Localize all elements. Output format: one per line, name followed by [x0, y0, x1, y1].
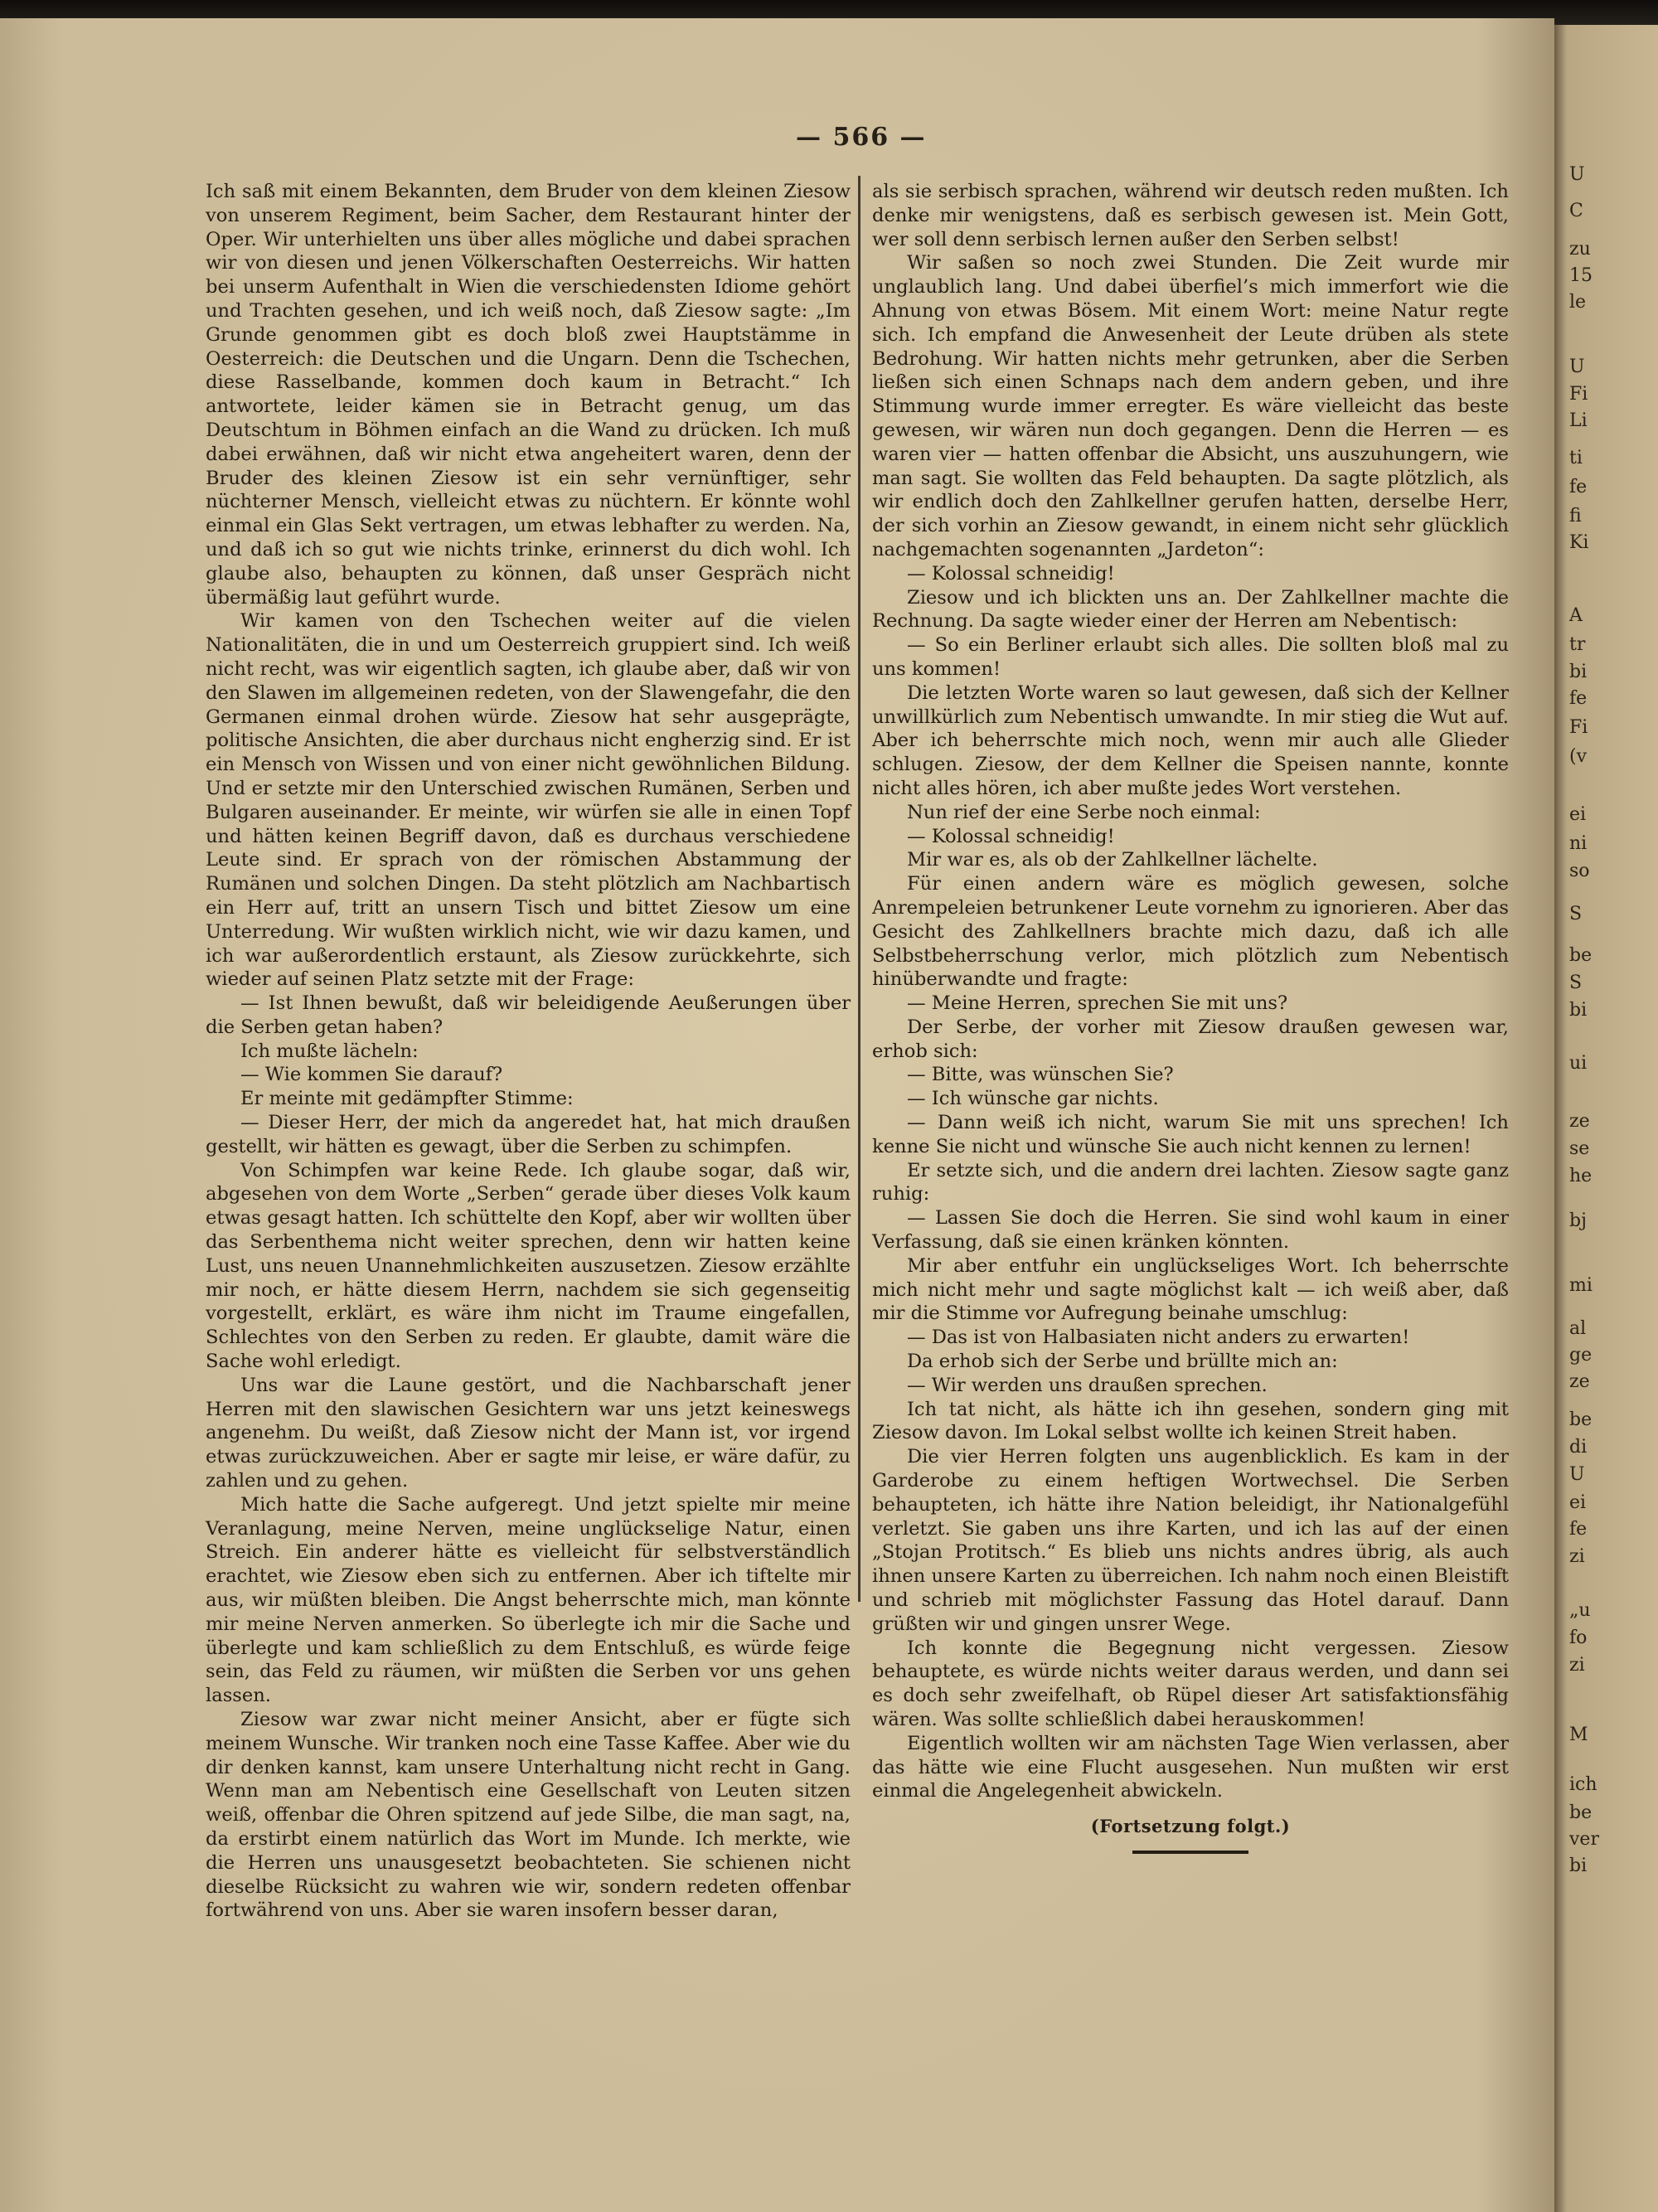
- adjacent-page-text-fragment: zu: [1569, 239, 1591, 260]
- paragraph: Mir war es, als ob der Zahlkellner lächelte.: [907, 849, 1318, 871]
- adjacent-page-text-fragment: bi: [1569, 1855, 1588, 1876]
- paragraph: — Lassen Sie doch die Herren. Sie sind wohl kaum in einer Verfassung, daß sie einen kränken könnten.: [872, 1207, 1509, 1254]
- paragraph: Er setzte sich, und die andern drei lachten. Ziesow sagte ganz ruhig:: [872, 1159, 1509, 1205]
- paragraph: Von Schimpfen war keine Rede. Ich glaube sogar, daß wir, abgesehen von dem Worte „Serben“ gerade über dieses Volk kaum etwas gesagt hatten. Ich schüttelte den Kopf, aber wir wollten über das Serbenthema nicht weiter sprechen, denn wir hatten keine Lust, uns neuen Unannehmlichkeiten auszusetzen. Ziesow erzählte mir noch, er hätte diesem Herrn, nachdem sie sich gegenseitig vorgestellt, erklärt, es wäre ihm nicht im Traume eingefallen, Schlechtes von den Serben zu reden. Er glaubte, damit wäre die Sache wohl erledigt.: [206, 1159, 851, 1373]
- paragraph: — Ist Ihnen bewußt, daß wir beleidigende Aeußerungen über die Serben getan haben?: [206, 992, 851, 1038]
- adjacent-page-text-fragment: S: [1569, 904, 1583, 924]
- adjacent-page-text-fragment: di: [1569, 1437, 1588, 1458]
- adjacent-page-text-fragment: ge: [1569, 1345, 1593, 1366]
- adjacent-page-text-fragment: mi: [1569, 1275, 1593, 1296]
- adjacent-page-text-fragment: be: [1569, 945, 1593, 966]
- adjacent-page-text-fragment: fe: [1569, 477, 1588, 497]
- paragraph: Da erhob sich der Serbe und brüllte mich an:: [907, 1351, 1338, 1373]
- adjacent-page-text-fragment: U: [1569, 357, 1585, 377]
- adjacent-page-text-fragment: be: [1569, 1409, 1593, 1430]
- paragraph: Mich hatte die Sache aufgeregt. Und jetzt spielte mir meine Veranlagung, meine Nerven, meine unglückselige Natur, einen Streich. Ein anderer hätte es vielleicht für selbstverständlich erachtet, wie Ziesow eben sich zu entfernen. Aber ich tiftelte mir aus, wir müßten bleiben. Die Angst beherrschte mich, man könnte mir meine Nerven anmerken. So überlegte ich mir die Sache und überlegte und kam schließlich zu dem Entschluß, es würde feige sein, das Feld zu räumen, wir müßten die Serben vor uns gehen lassen.: [206, 1493, 851, 1707]
- adjacent-page-text-fragment: zi: [1569, 1655, 1585, 1676]
- adjacent-page-text-fragment: ze: [1569, 1371, 1590, 1392]
- adjacent-page-text-fragment: ze: [1569, 1111, 1590, 1132]
- paragraph: — Bitte, was wünschen Sie?: [907, 1064, 1174, 1086]
- left-column: [206, 180, 851, 1923]
- adjacent-page-text-fragment: se: [1569, 1138, 1590, 1159]
- adjacent-page-text-fragment: M: [1569, 1724, 1588, 1745]
- paragraph: — Kolossal schneidig!: [907, 562, 1115, 585]
- paragraph: Die letzten Worte waren so laut gewesen, daß sich der Kellner unwillkürlich zum Nebentisch umwandte. In mir stieg die Wut auf. Aber ich beherrschte mich noch, wenn mir auch alle Glieder schlugen. Ziesow, der dem Kellner die Speisen nannte, konnte nicht alles hören, ich aber mußte jedes Wort verstehen.: [872, 682, 1509, 799]
- adjacent-page-text-fragment: Li: [1569, 410, 1588, 431]
- adjacent-page-text-fragment: ei: [1569, 1492, 1587, 1513]
- adjacent-page-text-fragment: bj: [1569, 1210, 1587, 1231]
- paragraph: Mir aber entfuhr ein unglückseliges Wort. Ich beherrschte mich nicht mehr und sagte möglichst kalt — ich weiß aber, daß mir die Stimme vor Aufregung beinahe umschlug:: [872, 1254, 1509, 1325]
- paragraph: Eigentlich wollten wir am nächsten Tage Wien verlassen, aber das hätte wie eine Flucht ausgesehen. Nun mußten wir erst einmal die Angelegenheit abwickeln.: [872, 1732, 1509, 1802]
- right-column: [872, 180, 1509, 1854]
- paragraph: — Wie kommen Sie darauf?: [240, 1064, 503, 1086]
- paragraph: Wir saßen so noch zwei Stunden. Die Zeit wurde mir unglaublich lang. Und dabei überfiel’s mich immerfort wie die Ahnung von etwas Bösem. Mit einem Wort: meine Natur regte sich. Ich empfand die Anwesenheit der Leute drüben als stete Bedrohung. Wir hatten nichts mehr getrunken, aber die Serben ließen sich einen Schnaps nach dem andern geben, und ihre Stimmung wurde immer erregter. Es wäre vielleicht das beste gewesen, wir wären nun doch gegangen. Denn die Herren — es waren vier — hatten offenbar die Absicht, uns auszuhungern, wie man sagt. Sie wollten das Feld behaupten. Da sagte plötzlich, als wir endlich doch den Zahlkellner gerufen hatten, derselbe Herr, der sich vorhin an Ziesow gewandt, in einem nicht sehr glücklich nachgemachten sogenannten „Jardeton“:: [872, 252, 1509, 560]
- paragraph: — Dann weiß ich nicht, warum Sie mit uns sprechen! Ich kenne Sie nicht und wünsche Sie auch nicht kennen zu lernen!: [872, 1112, 1509, 1157]
- paragraph: Ich mußte lächeln:: [240, 1040, 419, 1062]
- adjacent-page-text-fragment: bi: [1569, 1000, 1588, 1021]
- adjacent-page-text-fragment: U: [1569, 164, 1585, 185]
- paragraph: — Ich wünsche gar nichts.: [907, 1088, 1159, 1110]
- adjacent-page-text-fragment: A: [1569, 605, 1583, 626]
- adjacent-page-text-fragment: so: [1569, 861, 1590, 881]
- paragraph: Ziesow und ich blickten uns an. Der Zahlkellner machte die Rechnung. Da sagte wieder einer der Herren am Nebentisch:: [872, 586, 1509, 633]
- paragraph: Für einen andern wäre es möglich gewesen, solche Anrempeleien betrunkener Leute vornehm zu ignorieren. Aber das Gesicht des Zahlkellners brachte mich dazu, daß ich alle Selbstbeherrschung verlor, mich plötzlich zum Nebentisch hinüberwandte und fragte:: [872, 873, 1509, 991]
- paragraph: als sie serbisch sprachen, während wir deutsch reden mußten. Ich denke mir wenigstens, daß es serbisch gewesen ist. Mein Gott, wer soll denn serbisch lernen außer den Serben selbst!: [872, 181, 1509, 250]
- paragraph: Uns war die Laune gestört, und die Nachbarschaft jener Herren mit den slawischen Gesichtern war uns jetzt keineswegs angenehm. Du weißt, daß Ziesow nicht der Mann ist, vor irgend etwas zurückzuweichen. Aber er sagte mir leise, er wäre dafür, zu zahlen und zu gehen.: [206, 1374, 851, 1492]
- adjacent-page-edge: [1554, 25, 1658, 2212]
- paragraph: Ich tat nicht, als hätte ich ihn gesehen, sondern ging mit Ziesow davon. Im Lokal selbst wollte ich keinen Streit haben.: [872, 1398, 1509, 1444]
- adjacent-page-text-fragment: ni: [1569, 833, 1588, 854]
- adjacent-page-text-fragment: Ki: [1569, 532, 1589, 553]
- right-column-paragraphs: [872, 180, 1509, 1803]
- paragraph: — Meine Herren, sprechen Sie mit uns?: [907, 992, 1288, 1015]
- adjacent-page-text-fragment: fo: [1569, 1627, 1588, 1648]
- paragraph: Die vier Herren folgten uns augenblicklich. Es kam in der Garderobe zu einem heftigen Wortwechsel. Die Serben behaupteten, ich hätte ihre Nation beleidigt, ihr Nationalgefühl verletzt. Sie gaben uns ihre Karten, und ich las auf der einen „Stojan Protitsch.“ Es blieb uns nichts andres übrig, als auch ihnen unsere Karten zu überreichen. Ich nahm noch einen Bleistift und schrieb mit möglichster Fassung das Hotel darauf. Dann grüßten wir und gingen unsrer Wege.: [872, 1446, 1509, 1635]
- paragraph: Ziesow war zwar nicht meiner Ansicht, aber er fügte sich meinem Wunsche. Wir tranken noch eine Tasse Kaffee. Aber wie du dir denken kannst, kam unsere Unterhaltung nicht recht in Gang. Wenn man am Nebentisch eine Gesellschaft von Leuten sitzen weiß, offenbar die Ohren spitzend auf jede Silbe, die man sagt, na, da erstirbt einem natürlich das Wort im Munde. Ich merkte, wie die Herren uns unausgesetzt beobachteten. Sie schienen nicht dieselbe Rücksicht zu wahren wie wir, sondern redeten offenbar fortwährend von uns. Aber sie waren insofern besser daran,: [206, 1709, 851, 1922]
- adjacent-page-text-fragment: fe: [1569, 688, 1588, 709]
- paragraph: — So ein Berliner erlaubt sich alles. Die sollten bloß mal zu uns kommen!: [872, 634, 1509, 680]
- paragraph: — Das ist von Halbasiaten nicht anders zu erwarten!: [907, 1327, 1410, 1349]
- page-number: — 566 —: [796, 123, 927, 152]
- adjacent-page-text-fragment: fi: [1569, 506, 1582, 526]
- adjacent-page-text-fragment: zi: [1569, 1546, 1585, 1567]
- adjacent-page-text-fragment: 15: [1569, 265, 1593, 286]
- paragraph: — Wir werden uns draußen sprechen.: [907, 1374, 1268, 1396]
- paragraph: Der Serbe, der vorher mit Ziesow draußen gewesen war, erhob sich:: [872, 1016, 1509, 1062]
- adjacent-page-text-fragment: S: [1569, 973, 1583, 993]
- adjacent-page-text-fragment: ei: [1569, 804, 1587, 825]
- adjacent-page-text-fragment: „u: [1569, 1600, 1591, 1621]
- adjacent-page-text-fragment: Fi: [1569, 384, 1588, 405]
- adjacent-page-text-fragment: C: [1569, 201, 1583, 221]
- adjacent-page-text-fragment: (v: [1569, 746, 1588, 767]
- adjacent-page-text-fragment: be: [1569, 1802, 1593, 1823]
- adjacent-page-text-fragment: Fi: [1569, 717, 1588, 738]
- adjacent-page-text-fragment: ich: [1569, 1774, 1597, 1795]
- column-divider: [858, 176, 861, 1602]
- newspaper-page: [0, 18, 1554, 2212]
- paragraph: Er meinte mit gedämpfter Stimme:: [240, 1088, 574, 1110]
- adjacent-page-text-fragment: tr: [1569, 634, 1586, 655]
- adjacent-page-text-fragment: bi: [1569, 662, 1588, 682]
- paragraph: Nun rief der eine Serbe noch einmal:: [907, 801, 1261, 823]
- adjacent-page-text-fragment: ti: [1569, 448, 1583, 468]
- paragraph: Wir kamen von den Tschechen weiter auf die vielen Nationalitäten, die in und um Oesterreich gruppiert sind. Ich weiß nicht recht, was wir eigentlich sagten, ich glaube aber, daß wir von den Slawen im allgemeinen redeten, von der Slawengefahr, die den Germanen einmal drohen würde. Ziesow hat sehr ausgeprägte, politische Ansichten, die aber durchaus nicht engherzig sind. Er ist ein Mensch von Wissen und von einer nicht gewöhnlichen Bildung. Und er setzte mir den Unterschied zwischen Rumänen, Serben und Bulgaren auseinander. Er meinte, wir würfen sie alle in einen Topf und hätten keinen Begriff davon, daß es durchaus verschiedene Leute sind. Er sprach von der römischen Abstammung der Rumänen und solchen Dingen. Da steht plötzlich am Nachbartisch ein Herr auf, tritt an unsern Tisch und bittet Ziesow um eine Unterredung. Wir wußten wirklich nicht, wie wir dazu kamen, und ich war außerordentlich erstaunt, als Ziesow zurückkehrte, sich wieder auf seinen Platz setzte mit der Frage:: [206, 610, 851, 991]
- adjacent-page-text-fragment: fe: [1569, 1519, 1588, 1540]
- adjacent-page-text-fragment: ver: [1569, 1829, 1599, 1850]
- end-rule: [1132, 1851, 1248, 1854]
- adjacent-page-text-fragment: U: [1569, 1464, 1585, 1485]
- paragraph: Ich saß mit einem Bekannten, dem Bruder von dem kleinen Ziesow von unserem Regiment, beim Sacher, dem Restaurant hinter der Oper. Wir unterhielten uns über alles mögliche und dabei sprachen wir von diesen und jenen Völkerschaften Oesterreichs. Wir hatten bei unserm Aufenthalt in Wien die verschiedensten Idiome gehört und Trachten gesehen, und ich weiß noch, daß Ziesow sagte: „Im Grunde genommen gibt es doch bloß zwei Hauptstämme in Oesterreich: die Deutschen und die Ungarn. Denn die Tschechen, diese Rasselbande, kommen doch kaum in Betracht.“ Ich antwortete, leider kämen sie in Betracht genug, um das Deutschtum in Böhmen einfach an die Wand zu drücken. Ich muß dabei erwähnen, daß wir nicht etwa angeheitert waren, denn der Bruder des kleinen Ziesow ist ein sehr vernünftiger, sehr nüchterner Mensch, vielleicht etwas zu nüchtern. Er könnte wohl einmal ein Glas Sekt vertragen, um etwas lebhafter zu werden. Na, und daß ich so gut wie nichts trinke, erinnerst du dich wohl. Ich glaube also, behaupten zu können, daß unser Gespräch nicht übermäßig laut geführt wurde.: [206, 181, 851, 609]
- adjacent-page-text-fragment: he: [1569, 1166, 1593, 1186]
- paragraph: — Kolossal schneidig!: [907, 825, 1115, 847]
- paragraph: — Dieser Herr, der mich da angeredet hat, hat mich draußen gestellt, wir hätten es gewagt, über die Serben zu schimpfen.: [206, 1112, 851, 1157]
- adjacent-page-text-fragment: le: [1569, 292, 1587, 313]
- paragraph: Ich konnte die Begegnung nicht vergessen. Ziesow behauptete, es würde nichts weiter daraus werden, und dann sei es doch sehr zweifelhaft, ob Rüpel dieser Art satisfaktionsfähig wären. Was sollte schließlich dabei herauskommen!: [872, 1637, 1509, 1730]
- adjacent-page-text-fragment: ui: [1569, 1053, 1588, 1074]
- continued-note: (Fortsetzung folgt.): [1090, 1816, 1291, 1837]
- adjacent-page-text-fragment: al: [1569, 1318, 1587, 1339]
